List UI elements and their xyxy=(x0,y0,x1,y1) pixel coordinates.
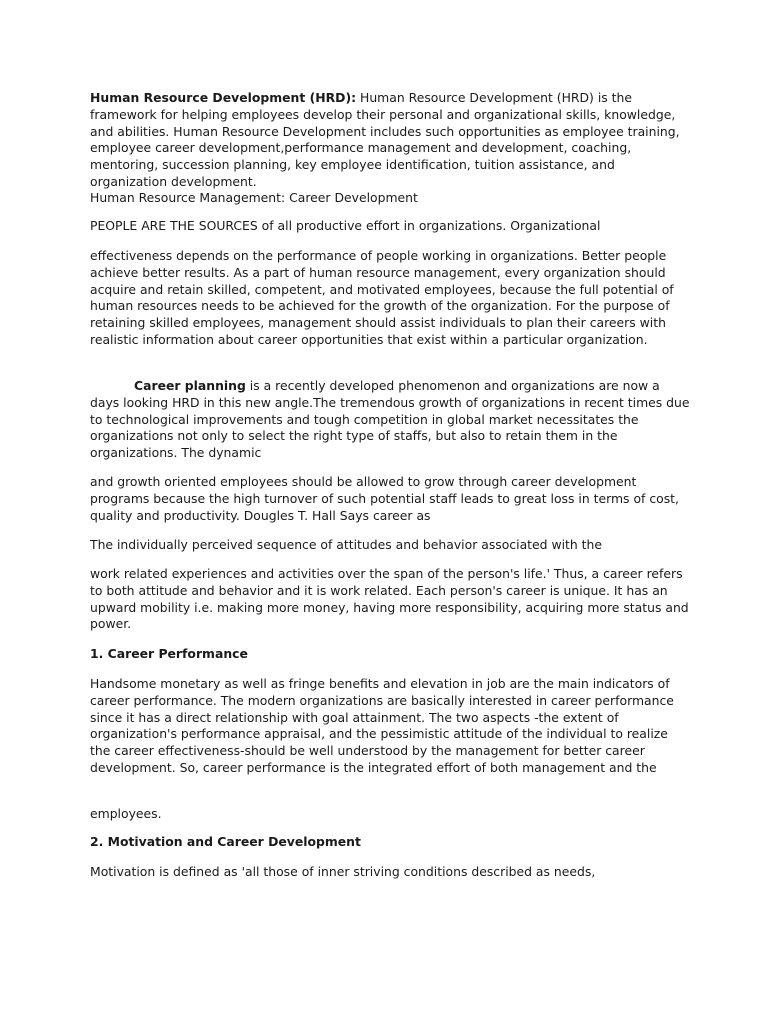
hrd-body: Human Resource Development (HRD) is the framework for helping employees develop their personal and organizational skills, knowledge, and abilities. Human Resource Development includes such opportunities as employee training, employee career development,performance management and development, coaching, mentoring, succession planning, key employee identification, tuition assistance, and organization development. xyxy=(90,90,680,189)
career-planning-body: is a recently developed phenomenon and organizations are now a days looking HRD in this new angle.The tremendous growth of organizations in recent times due to technological improvements and tough competition in global market necessitates the organizations not only to select the right type of staffs, but also to retain them in the organizations. The dynamic xyxy=(90,378,690,461)
heading-career-performance: 1. Career Performance xyxy=(90,646,248,661)
hrd-paragraph xyxy=(90,90,690,191)
hrm-heading: Human Resource Management: Career Development xyxy=(90,190,418,205)
employees-line: employees. xyxy=(90,806,162,821)
growth-oriented-paragraph: and growth oriented employees should be allowed to grow through career development programs because the high turnover of such potential staff leads to great loss in terms of cost, quality and productivity. Dougles T. Hall Says career as xyxy=(90,474,679,523)
people-intro: PEOPLE ARE THE SOURCES of all productive effort in organizations. Organizational xyxy=(90,218,601,233)
motivation-paragraph: Motivation is defined as 'all those of inner striving conditions described as needs, xyxy=(90,864,596,879)
career-performance-paragraph: Handsome monetary as well as fringe benefits and elevation in job are the main indicators of career performance. The modern organizations are basically interested in career performance since it has a direct relationship with goal attainment. The two aspects -the extent of organization's performance appraisal, and the pessimistic attitude of the individual to realize the career effectiveness-should be well understood by the management for better career development. So, career performance is the integrated effort of both management and the xyxy=(90,676,674,775)
heading-motivation: 2. Motivation and Career Development xyxy=(90,834,361,849)
effectiveness-paragraph: effectiveness depends on the performance of people working in organizations. Better people achieve better results. As a part of human resource management, every organization should acquire and retain skilled, competent, and motivated employees, because the full potential of human resources needs to be achieved for the growth of the organization. For the purpose of retaining skilled employees, management should assist individuals to plan their careers with realistic information about career opportunities that exist within a particular organization. xyxy=(90,248,674,347)
hrd-term: Human Resource Development (HRD): xyxy=(90,90,357,105)
career-planning-paragraph xyxy=(90,378,690,462)
work-related-paragraph: work related experiences and activities over the span of the person's life.' Thus, a career refers to both attitude and behavior and it is work related. Each person's career is unique. It has an upward mobility i.e. making more money, having more responsibility, acquiring more status and power. xyxy=(90,566,689,632)
career-planning-term: Career planning xyxy=(134,378,246,393)
perceived-sequence-paragraph: The individually perceived sequence of attitudes and behavior associated with the xyxy=(90,537,603,552)
